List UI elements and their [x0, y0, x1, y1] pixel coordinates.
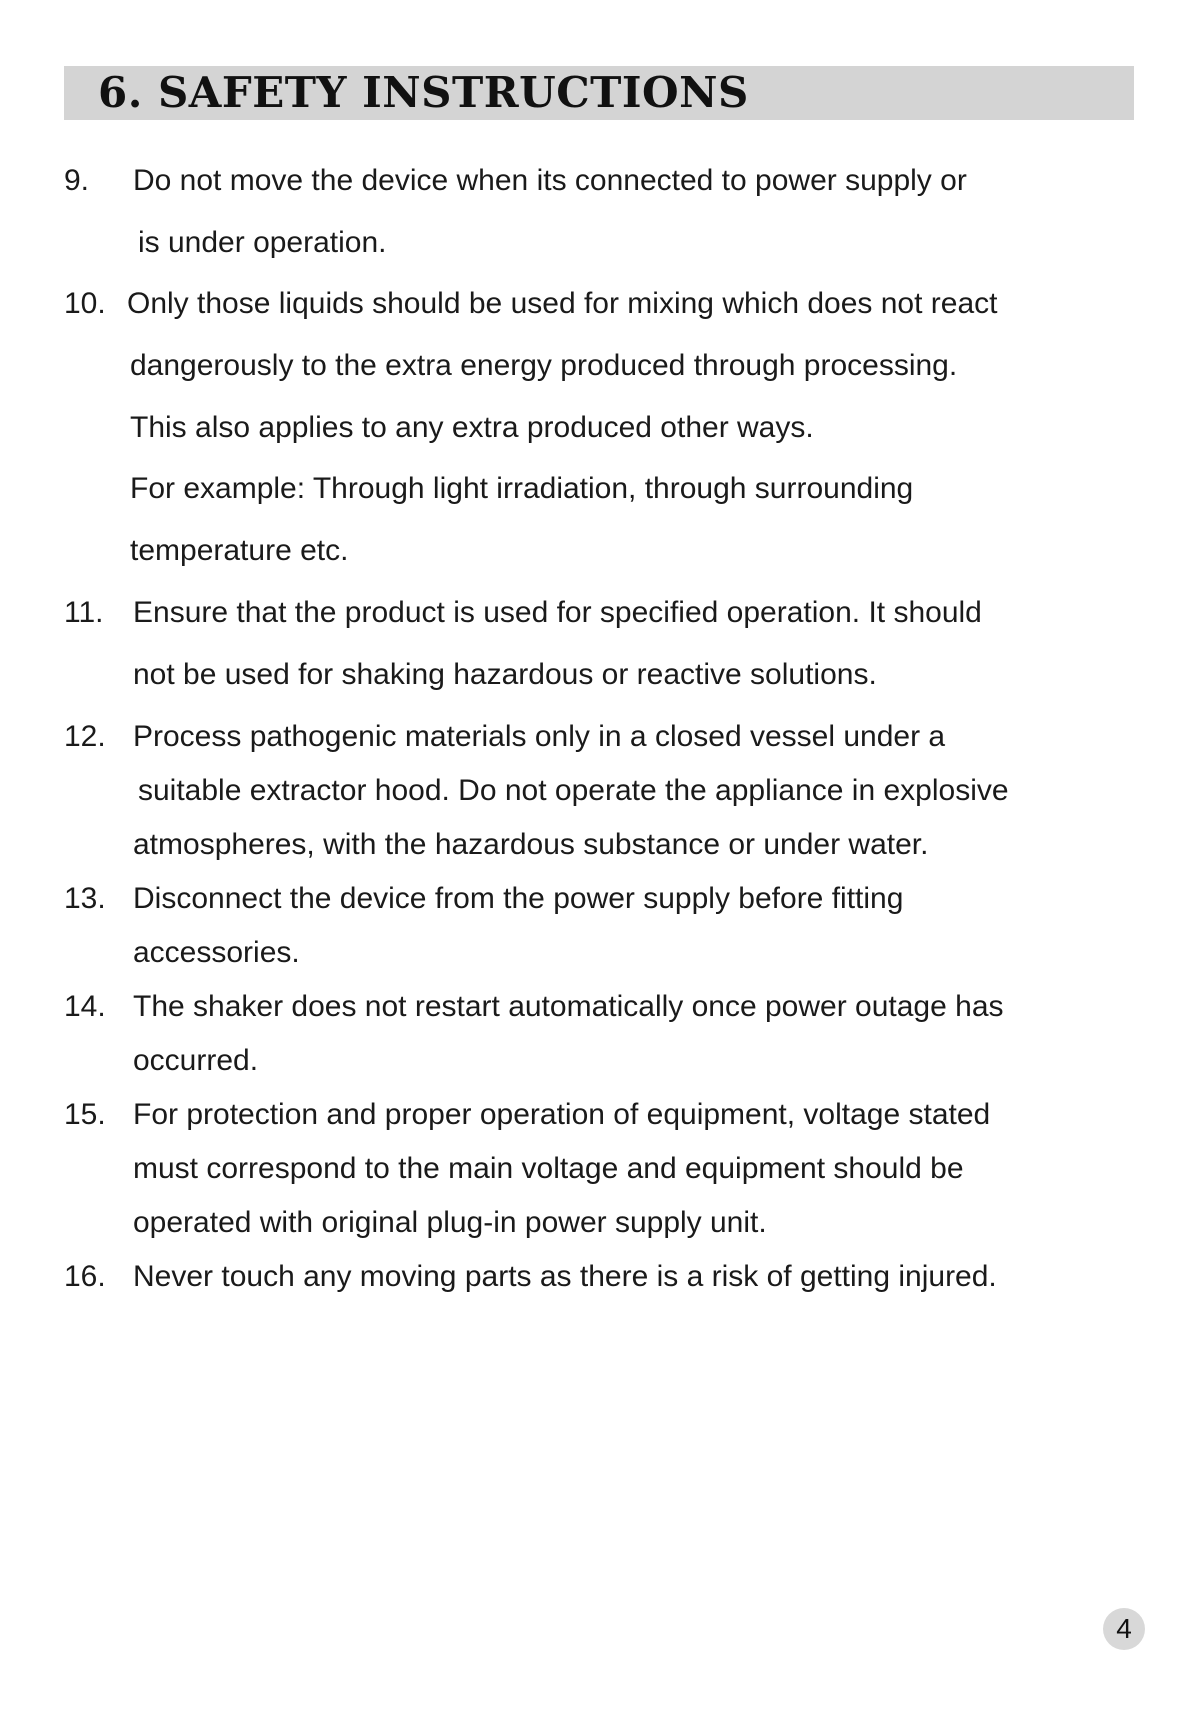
item-text-line: accessories. — [133, 936, 300, 969]
item-number: 13. — [64, 882, 106, 915]
item-text-line: For example: Through light irradiation, through surrounding — [130, 472, 914, 505]
item-text-line: Only those liquids should be used for mixing which does not react — [127, 287, 998, 320]
item-number: 15. — [64, 1098, 106, 1131]
item-number: 16. — [64, 1260, 106, 1293]
item-text-line: This also applies to any extra produced other ways. — [130, 411, 814, 444]
item-text-line: occurred. — [133, 1044, 259, 1077]
item-text-line: is under operation. — [138, 226, 387, 259]
page-number-badge — [1103, 1608, 1145, 1650]
item-number: 9. — [64, 164, 90, 197]
item-text-line: The shaker does not restart automatically once power outage has — [133, 990, 1004, 1023]
item-text-line: For protection and proper operation of equipment, voltage stated — [133, 1098, 991, 1131]
item-text-line: temperature etc. — [130, 534, 349, 567]
item-text-line: atmospheres, with the hazardous substance or under water. — [133, 828, 929, 861]
item-text-line: Process pathogenic materials only in a closed vessel under a — [133, 720, 946, 753]
item-number: 14. — [64, 990, 106, 1023]
item-number: 10. — [64, 287, 106, 320]
item-text-line: not be used for shaking hazardous or reactive solutions. — [133, 658, 877, 691]
item-number: 12. — [64, 720, 106, 753]
item-text-line: dangerously to the extra energy produced through processing. — [130, 349, 958, 382]
item-text-line: must correspond to the main voltage and equipment should be — [133, 1152, 964, 1185]
item-text-line: operated with original plug-in power supply unit. — [133, 1206, 767, 1239]
item-text-line: Never touch any moving parts as there is a risk of getting injured. — [133, 1260, 997, 1293]
page-number: 4 — [1116, 1613, 1132, 1644]
item-text-line: Disconnect the device from the power supply before fitting — [133, 882, 904, 915]
item-text-line: suitable extractor hood. Do not operate the appliance in explosive — [138, 774, 1009, 807]
item-text-line: Ensure that the product is used for specified operation. It should — [133, 596, 982, 629]
item-number: 11. — [64, 596, 104, 629]
item-text-line: Do not move the device when its connected to power supply or — [133, 164, 967, 197]
page-title: 6. SAFETY INSTRUCTIONS — [98, 68, 749, 117]
